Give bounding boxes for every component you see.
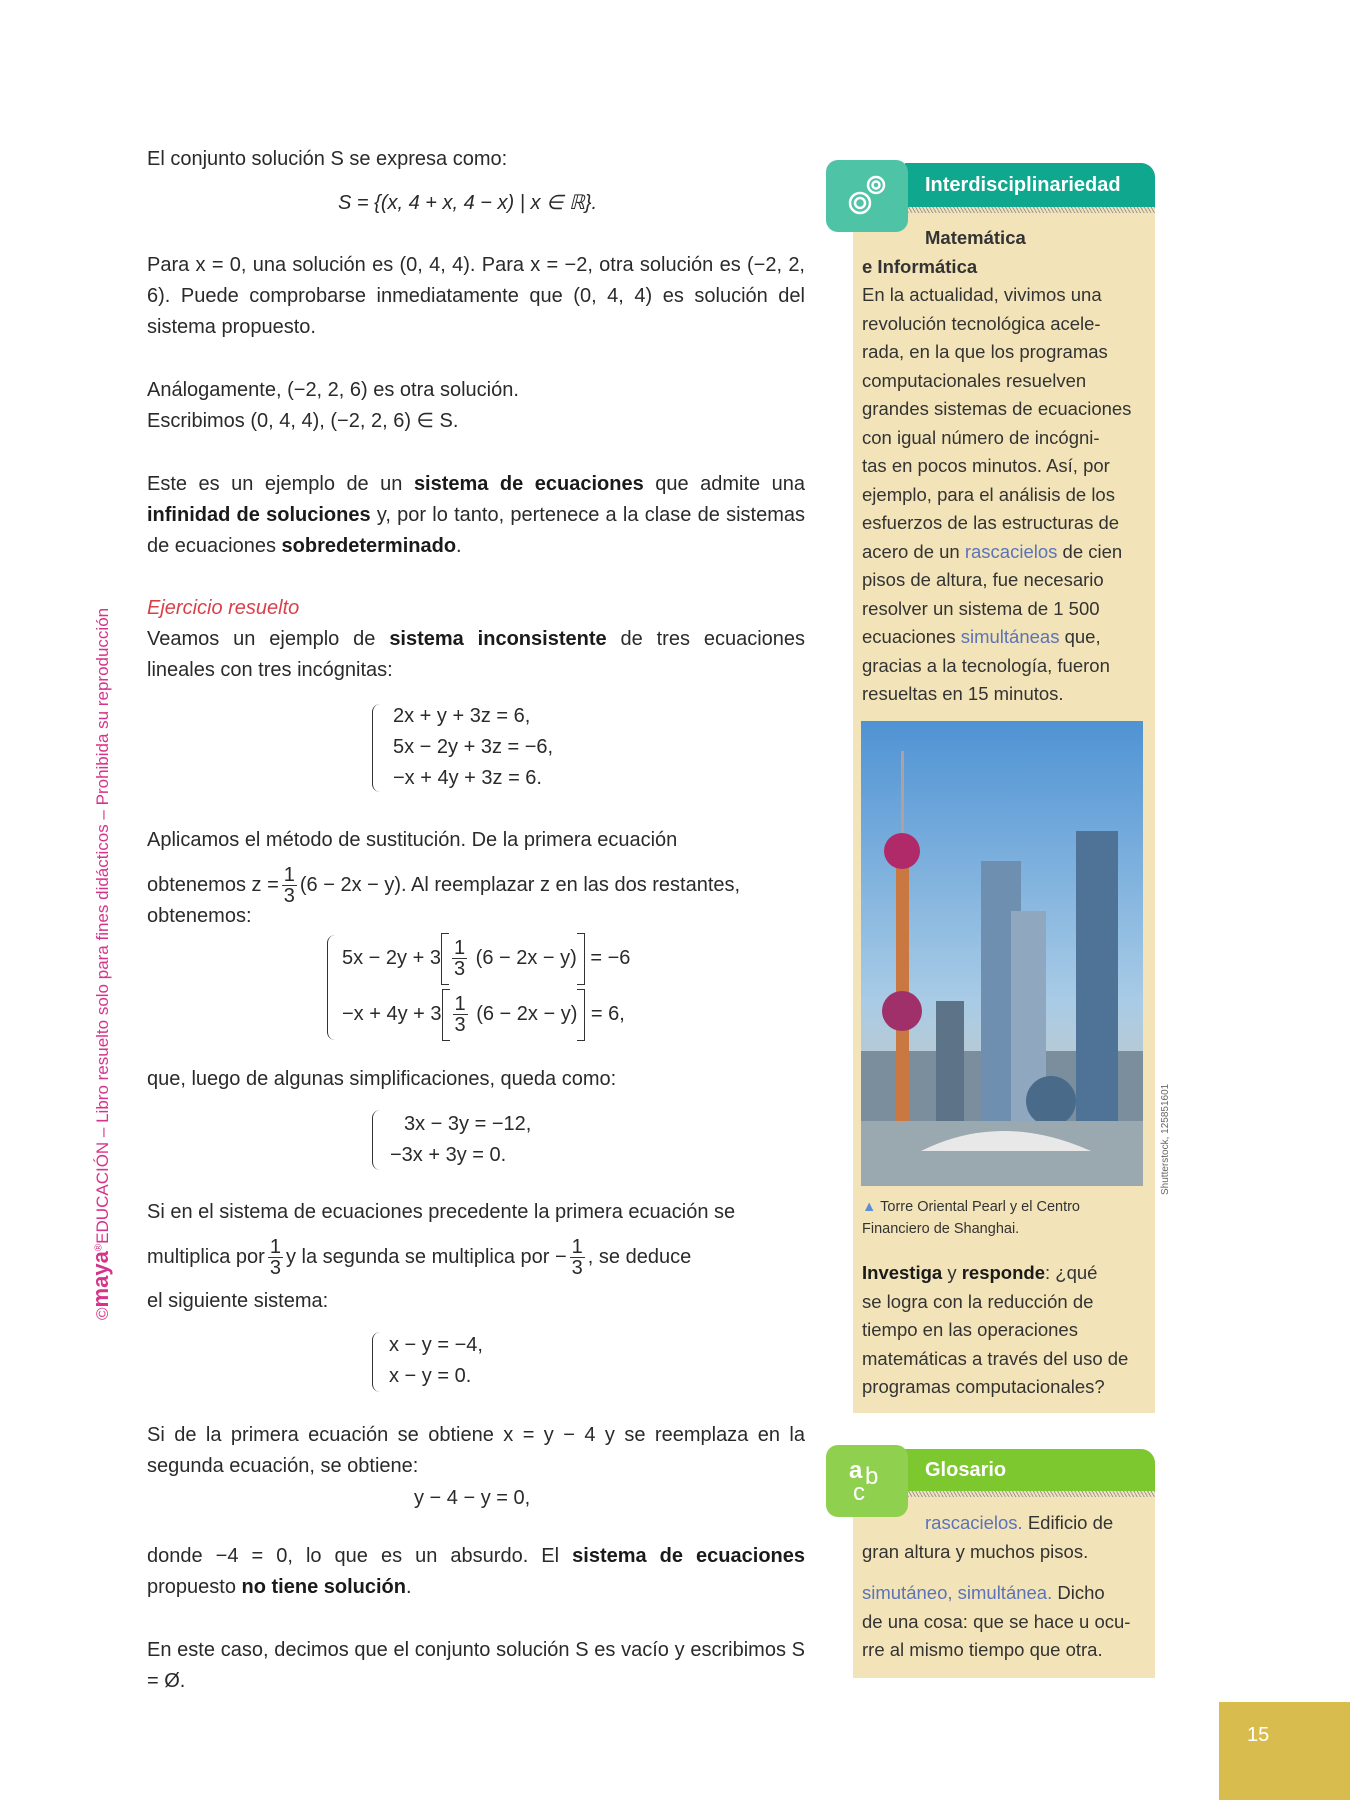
equation-system-3: 3x − 3y = −12, −3x + 3y = 0.: [390, 1113, 532, 1166]
paragraph: Aplicamos el método de sustitución. De la primera ecuación: [147, 829, 678, 851]
page-number: 15: [1219, 1702, 1350, 1800]
paragraph: Si en el sistema de ecuaciones precedente la primera ecuación se: [147, 1201, 736, 1223]
shanghai-skyline-photo: [861, 721, 1143, 1186]
glossary-title: Glosario: [905, 1449, 1155, 1491]
brand-logo: maya: [88, 1251, 113, 1308]
paragraph: Si de la primera ecuación se obtiene x = y − 4 y se reemplaza en la segunda ecuación, se obtiene:: [147, 1424, 805, 1477]
glossary-entry: rascacielos. Edificio de gran altura y muchos pisos.: [862, 1512, 1114, 1562]
glossary-entry: simutáneo, simultánea. Dicho de una cosa: que se hace u ocu- rre al mismo tiempo que otra.: [862, 1582, 1131, 1660]
interdisciplinary-icon: [826, 160, 908, 232]
equation-system-2: 5x − 2y + 3 $\frac{1}{3}$ (6 − 2x − y) = −6 −x + 4y + 3 $\frac{1}{3}$ (6 − 2x − y) = 6,: [342, 930, 630, 1042]
divider: [908, 207, 1155, 213]
interdisciplinary-text: En la actualidad, vivimos una revolución tecnológica acele- rada, en la que los programas computacionales resuelven grandes sistemas de ecuaciones con igual número de incógni- tas en pocos minutos. Así, por ejemplo, para el análisis de los esfuerzos de las estructuras de acero de un rascacielos de cien pisos de altura, fue necesario resolver un sistema de 1 500 ecuaciones simultáneas que, gracias a la tecnología, fueron resueltas en 15 minutos.: [862, 284, 1132, 704]
subtitle: e Informática: [862, 256, 978, 277]
abc-icon: a b c: [826, 1445, 908, 1517]
triangle-icon: ▲: [862, 1199, 877, 1215]
paragraph: obtenemos:: [147, 905, 252, 927]
paragraph: Para x = 0, una solución es (0, 4, 4). Para x = −2, otra solución es (−2, 2, 6). Puede comprobarse inmediatamente que (0, 4, 4) es solución del sistema propuesto.: [147, 254, 805, 338]
paragraph: obtenemos z = $\frac{1}{3}$ (6 − 2x − y). Al reemplazar z en las dos restantes,: [147, 864, 741, 907]
equation: y − 4 − y = 0,: [414, 1487, 531, 1509]
paragraph: el siguiente sistema:: [147, 1290, 329, 1312]
copyright-notice: ©maya®EDUCACIÓN – Libro resuelto solo para fines didácticos – Prohibida su reproducción: [88, 607, 113, 1320]
paragraph: El conjunto solución S se expresa como:: [147, 148, 508, 170]
solution-set-expression: S = {(x, 4 + x, 4 − x) | x ∈ ℝ}.: [338, 192, 598, 214]
equation-system-4: x − y = −4, x − y = 0.: [389, 1334, 483, 1387]
paragraph: Este es un ejemplo de un sistema de ecuaciones que admite una infinidad de soluciones y, por lo tanto, pertenece a la clase de sistemas de ecuaciones sobredeterminado.: [147, 473, 806, 557]
paragraph: En este caso, decimos que el conjunto solución S es vacío y escribimos S = Ø.: [147, 1639, 805, 1692]
paragraph: Veamos un ejemplo de sistema inconsistente de tres ecuaciones lineales con tres incógnitas:: [147, 628, 806, 681]
glossary-link-simultaneas[interactable]: simultáneas: [960, 626, 1060, 647]
glossary-link-rascacielos[interactable]: rascacielos: [964, 540, 1058, 562]
paragraph: donde −4 = 0, lo que es un absurdo. El sistema de ecuaciones propuesto no tiene solución.: [147, 1545, 806, 1598]
paragraph: multiplica por $\frac{1}{3}$ y la segunda se multiplica por − $\frac{1}{3}$ , se deduce: [147, 1236, 692, 1279]
brace: [372, 704, 380, 792]
research-question: Investiga y responde: ¿qué se logra con la reducción de tiempo en las operaciones matemáticas a través del uso de programas computacionales?: [862, 1262, 1129, 1397]
paragraph: Escribimos (0, 4, 4), (−2, 2, 6) ∈ S.: [147, 410, 459, 432]
divider: [908, 1491, 1155, 1497]
photo-caption: ▲ Torre Oriental Pearl y el Centro Financiero de Shanghai.: [862, 1199, 1080, 1237]
brace: [327, 935, 335, 1040]
interdisciplinary-title: Interdisciplinariedad: [905, 163, 1155, 207]
subtitle: Matemática: [925, 227, 1026, 248]
brace: [372, 1110, 380, 1170]
paragraph: que, luego de algunas simplificaciones, queda como:: [147, 1068, 617, 1090]
exercise-title: Ejercicio resuelto: [147, 597, 300, 619]
brace: [372, 1332, 380, 1392]
equation-system-1: 2x + y + 3z = 6, 5x − 2y + 3z = −6, −x + 4y + 3z = 6.: [393, 705, 554, 789]
paragraph: Análogamente, (−2, 2, 6) es otra solución.: [147, 379, 519, 401]
photo-credit: Shutterstock, 125851601: [1160, 1083, 1171, 1195]
